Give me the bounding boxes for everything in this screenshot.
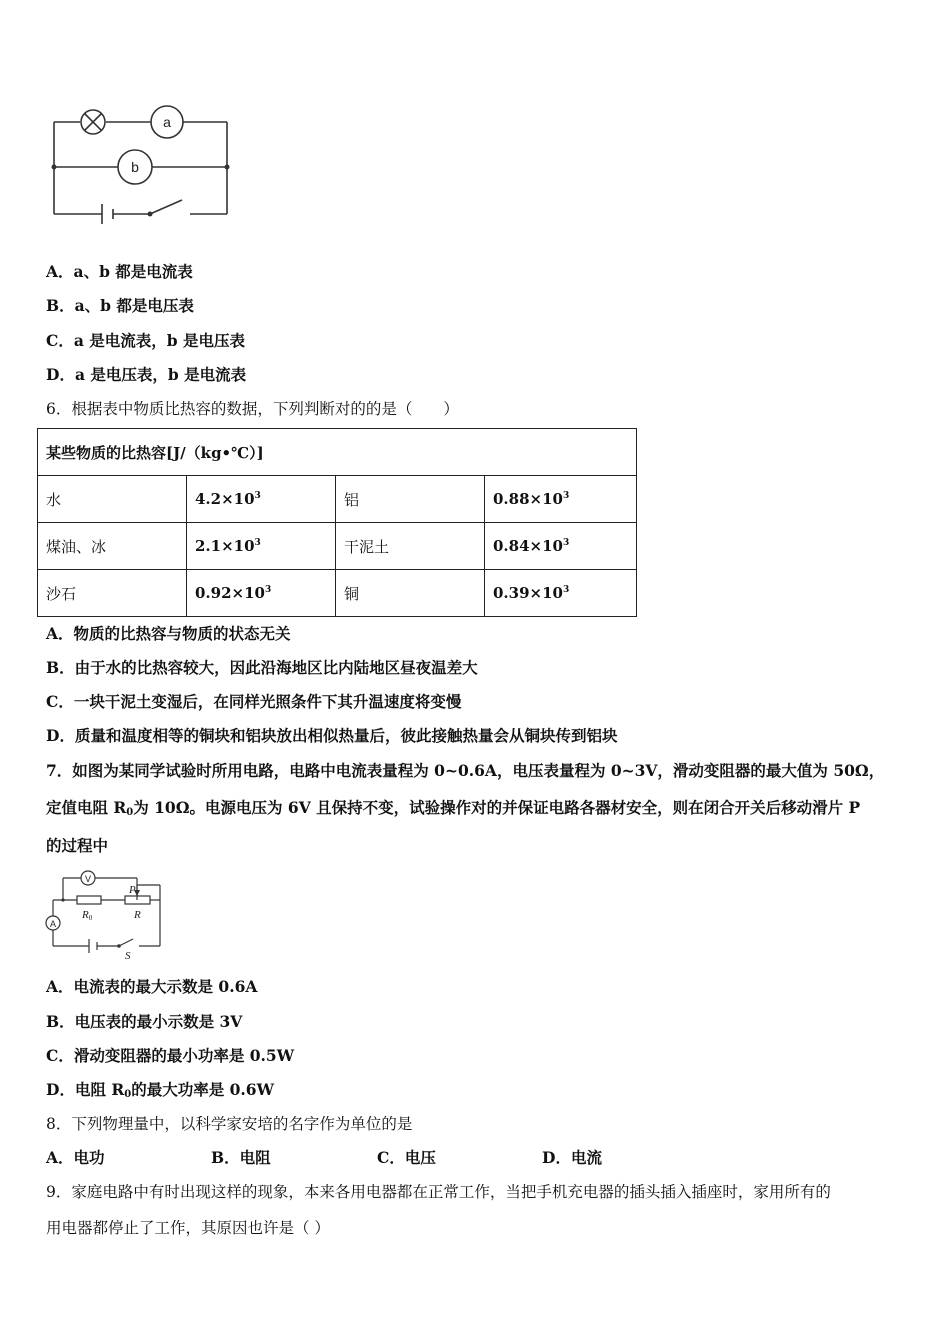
q7-circuit-diagram bbox=[45, 866, 170, 961]
table-row bbox=[38, 523, 637, 570]
q9-stem-line2: 用电器都停止了工作，其原因也许是（ ） bbox=[46, 1219, 330, 1237]
q7-stem-line1: 7．如图为某同学试验时所用电路，电路中电流表量程为 0~0.6A，电压表量程为 0~3V，滑动变阻器的最大值为 50Ω， bbox=[46, 761, 885, 780]
q6-option-b: B．由于水的比热容较大，因此沿海地区比内陆地区昼夜温差大 bbox=[46, 658, 478, 677]
q6-option-a: A．物质的比热容与物质的状态无关 bbox=[46, 624, 291, 643]
meter-b-label: b bbox=[131, 159, 139, 175]
voltmeter-label: V bbox=[84, 874, 92, 884]
q9-stem-line1: 9．家庭电路中有时出现这样的现象，本来各用电器都在正常工作，当把手机充电器的插头插入插座时，家用所有的 bbox=[46, 1183, 831, 1201]
table-row bbox=[38, 570, 637, 617]
switch-s-label: S bbox=[125, 950, 131, 961]
q6-option-c: C．一块干泥土变湿后，在同样光照条件下其升温速度将变慢 bbox=[46, 692, 462, 711]
ammeter-label: A bbox=[49, 919, 57, 929]
q8-option-c: C．电压 bbox=[377, 1148, 436, 1167]
table-header: 某些物质的比热容[J/（kg•℃）] bbox=[38, 429, 637, 476]
q8-option-b: B．电阻 bbox=[211, 1148, 271, 1167]
q7-option-c: C．滑动变阻器的最小功率是 0.5W bbox=[46, 1046, 295, 1065]
table-cell: 干泥土 bbox=[336, 523, 485, 570]
q5-option-d: D．a 是电压表，b 是电流表 bbox=[46, 365, 247, 384]
slider-label: P bbox=[129, 884, 136, 896]
table-row bbox=[38, 476, 637, 523]
q6-option-d: D．质量和温度相等的铜块和铝块放出相似热量后，彼此接触热量会从铜块传到铝块 bbox=[46, 726, 618, 745]
q7-option-b: B．电压表的最小示数是 3V bbox=[46, 1012, 243, 1031]
q5-option-b: B．a、b 都是电压表 bbox=[46, 296, 194, 315]
table-cell: 煤油、冰 bbox=[38, 523, 187, 570]
lamp-symbol bbox=[81, 110, 105, 134]
table-cell: $2.1\times 10^3$ bbox=[187, 523, 336, 570]
q5-circuit-diagram bbox=[40, 90, 240, 225]
q7-option-d: D．电阻 $R_0$的最大功率是 0.6W bbox=[46, 1080, 274, 1100]
table-cell: $0.39\times 10^3$ bbox=[485, 570, 637, 617]
table-cell: 铝 bbox=[336, 476, 485, 523]
resistor-r0-label: R0 bbox=[82, 909, 93, 922]
q8-option-d: D．电流 bbox=[542, 1148, 602, 1167]
rheostat-r-label: R bbox=[134, 909, 141, 921]
table-cell: $4.2\times 10^3$ bbox=[187, 476, 336, 523]
q8-option-a: A．电功 bbox=[46, 1148, 105, 1167]
q5-option-a: A．a、b 都是电流表 bbox=[46, 262, 193, 281]
q8-stem: 8．下列物理量中，以科学家安培的名字作为单位的是 bbox=[46, 1115, 413, 1133]
table-cell: $0.92\times 10^3$ bbox=[187, 570, 336, 617]
table-cell: $0.84\times 10^3$ bbox=[485, 523, 637, 570]
meter-a-label: a bbox=[163, 114, 171, 130]
table-cell: $0.88\times 10^3$ bbox=[485, 476, 637, 523]
table-cell: 水 bbox=[38, 476, 187, 523]
q5-option-c: C．a 是电流表，b 是电压表 bbox=[46, 331, 246, 350]
q7-stem-line3: 的过程中 bbox=[46, 836, 109, 855]
q6-stem: 6．根据表中物质比热容的数据，下列判断对的的是（ ） bbox=[46, 400, 459, 418]
q7-stem-line2: 定值电阻 $R_0$为 10Ω。电源电压为 6V 且保持不变，试验操作对的并保证电路各器材安全，则在闭合开关后移动滑片 P bbox=[46, 798, 861, 818]
specific-heat-table bbox=[37, 428, 637, 617]
table-cell: 沙石 bbox=[38, 570, 187, 617]
q7-option-a: A．电流表的最大示数是 0.6A bbox=[46, 977, 258, 996]
table-cell: 铜 bbox=[336, 570, 485, 617]
